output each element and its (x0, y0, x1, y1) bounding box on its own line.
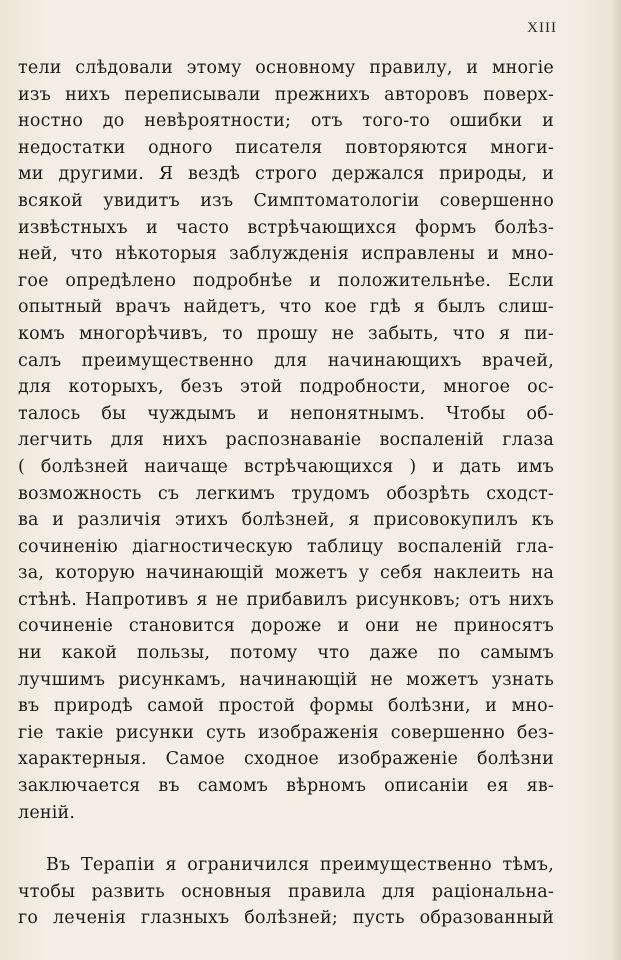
text-line: опытный врачъ найдетъ, что кое гдѣ я былъ слиш- (18, 297, 554, 318)
text-line: ни какой пользы, потому что даже по самымъ (18, 643, 554, 664)
text-line: чтобы развить основныя правила для раціональна- (18, 881, 554, 902)
text-line: для которыхъ, безъ этой подробности, многое ос- (18, 377, 554, 398)
paragraph-1 (18, 55, 554, 826)
body-text (18, 55, 554, 932)
text-line: изъ нихъ переписывали прежнихъ авторовъ поверх- (18, 84, 554, 105)
page-edge-shadow (611, 0, 621, 960)
text-line: возможность съ легкимъ трудомъ обозрѣть сходст- (18, 483, 554, 504)
text-line: характерныя. Самое сходное изображеніе болѣзни (18, 749, 554, 770)
text-line: извѣстныхъ и часто встрѣчающихся формъ болѣз- (18, 217, 554, 238)
text-line: тели слѣдовали этому основному правилу, и многіе (18, 58, 554, 78)
text-line: леній. (18, 802, 76, 823)
text-line: стѣнѣ. Напротивъ я не прибавилъ рисунковъ; отъ нихъ (18, 589, 554, 610)
text-line: го леченія глазныхъ болѣзней; пусть образованный (18, 908, 554, 929)
text-line: талось бы чуждымъ и непонятнымъ. Чтобы об- (18, 403, 554, 424)
text-line: легчить для нихъ распознаваніе воспаленій глаза (18, 430, 554, 451)
text-line: ( болѣзней наичаще встрѣчающихся ) и дать имъ (18, 456, 554, 477)
text-line: салъ преимущественно для начинающихъ врачей, (18, 350, 554, 371)
text-line: недостатки одного писателя повторяются многи- (18, 137, 554, 158)
text-line: сочиненію діагностическую таблицу воспаленій гла- (18, 536, 554, 557)
text-line: Въ Терапіи я ограничился преимущественно тѣмъ, (46, 855, 554, 876)
text-line: всякой увидитъ изъ Симптоматологіи совершенно (18, 190, 554, 211)
text-line: ми другими. Я вездѣ строго держался природы, и (18, 164, 554, 185)
paragraph-gap (18, 826, 554, 852)
page-number: XIII (527, 20, 557, 36)
text-line: ней, что нѣкоторыя заблужденія исправлены и мно- (18, 244, 554, 265)
text-line: за, которую начинающій можетъ у себя наклеить на (18, 563, 554, 584)
text-line: комъ многорѣчивъ, то прошу не забыть, что я пи- (18, 323, 554, 344)
text-line: въ природѣ самой простой формы болѣзни, и мно- (18, 696, 554, 717)
text-line: ностно до невѣроятности; отъ того-то ошибки и (18, 111, 554, 132)
text-line: гое опредѣлено подробнѣе и положительнѣе. Если (18, 270, 554, 291)
paragraph-2 (18, 852, 554, 932)
text-line: ва и различія этихъ болѣзней, я присовокупилъ къ (18, 510, 554, 531)
text-line: гіе такіе рисунки суть изображенія совершенно без- (18, 722, 554, 743)
text-line: лучшимъ рисункамъ, начинающій не можетъ узнать (18, 669, 554, 690)
text-line: сочиненіе становится дороже и они не приносятъ (18, 616, 554, 637)
text-line: заключается въ самомъ вѣрномъ описаніи ея яв- (18, 776, 554, 797)
